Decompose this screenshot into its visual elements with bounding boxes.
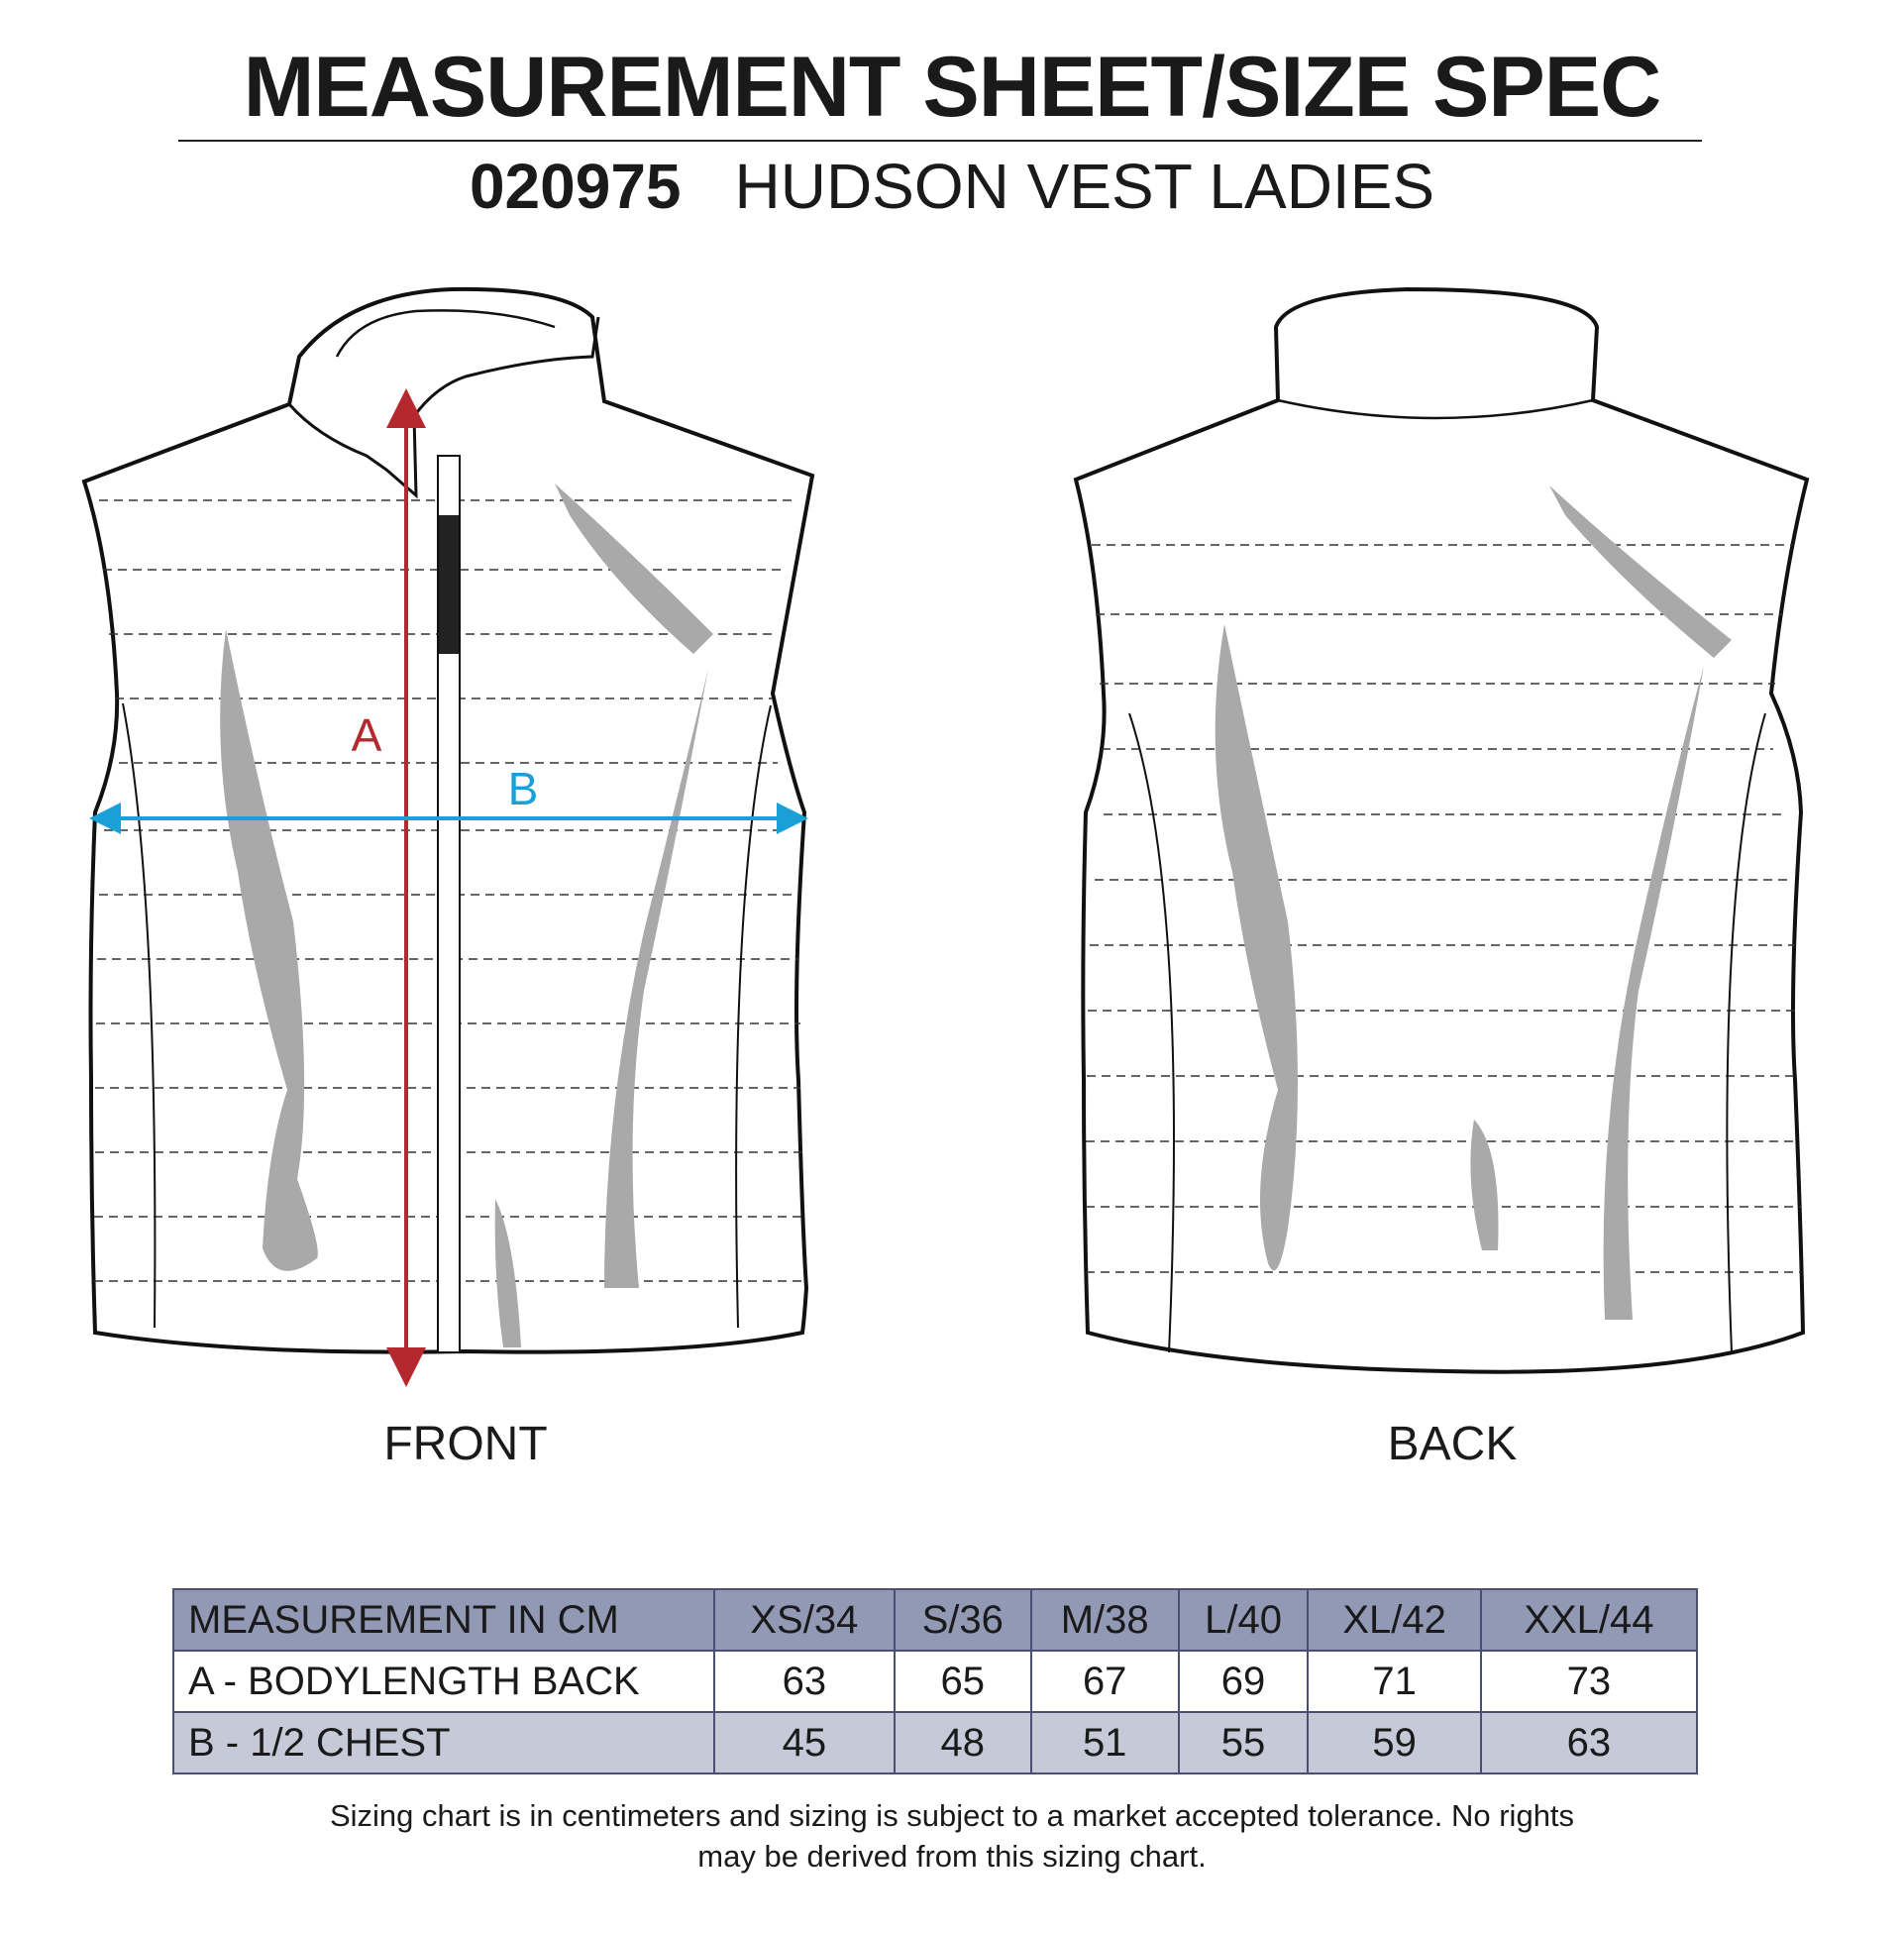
- table-cell: 63: [714, 1651, 895, 1712]
- table-row: [173, 1712, 1697, 1773]
- table-cell: 69: [1179, 1651, 1309, 1712]
- table-cell: 67: [1031, 1651, 1179, 1712]
- size-header: L/40: [1179, 1589, 1309, 1651]
- table-cell: 59: [1308, 1712, 1480, 1773]
- disclaimer-note: [0, 1795, 1904, 1877]
- size-header: XS/34: [714, 1589, 895, 1651]
- size-header: M/38: [1031, 1589, 1179, 1651]
- table-cell: 71: [1308, 1651, 1480, 1712]
- table-row: [173, 1651, 1697, 1712]
- table-cell: 73: [1481, 1651, 1697, 1712]
- disclaimer-line-2: may be derived from this sizing chart.: [697, 1839, 1207, 1874]
- table-cell: 45: [714, 1712, 895, 1773]
- back-vest-drawing: [1076, 289, 1807, 1372]
- table-cell: 55: [1179, 1712, 1309, 1773]
- zipper-pull: [439, 515, 459, 654]
- size-spec-table: [172, 1588, 1698, 1774]
- table-cell: 63: [1481, 1712, 1697, 1773]
- page-title: MEASUREMENT SHEET/SIZE SPEC: [243, 40, 1661, 135]
- table-cell: 51: [1031, 1712, 1179, 1773]
- size-header: XL/42: [1308, 1589, 1480, 1651]
- size-header: XXL/44: [1481, 1589, 1697, 1651]
- marker-a-label: A: [351, 709, 382, 761]
- back-vest-outline: [1076, 289, 1807, 1372]
- table-header-row: [173, 1589, 1697, 1651]
- front-vest-drawing: [84, 289, 812, 1352]
- back-view-label: BACK: [1387, 1418, 1518, 1470]
- front-view-label: FRONT: [383, 1418, 548, 1470]
- product-code: 020975: [469, 151, 682, 222]
- table-cell: 48: [895, 1712, 1031, 1773]
- table-header-label: MEASUREMENT IN CM: [173, 1589, 714, 1651]
- row-label: B - 1/2 CHEST: [173, 1712, 714, 1773]
- marker-b-label: B: [507, 763, 539, 814]
- row-label: A - BODYLENGTH BACK: [173, 1651, 714, 1712]
- size-header: S/36: [895, 1589, 1031, 1651]
- table-cell: 65: [895, 1651, 1031, 1712]
- disclaimer-line-1: Sizing chart is in centimeters and sizing is subject to a market accepted tolerance. No rights: [329, 1798, 1575, 1833]
- product-name: HUDSON VEST LADIES: [734, 151, 1435, 222]
